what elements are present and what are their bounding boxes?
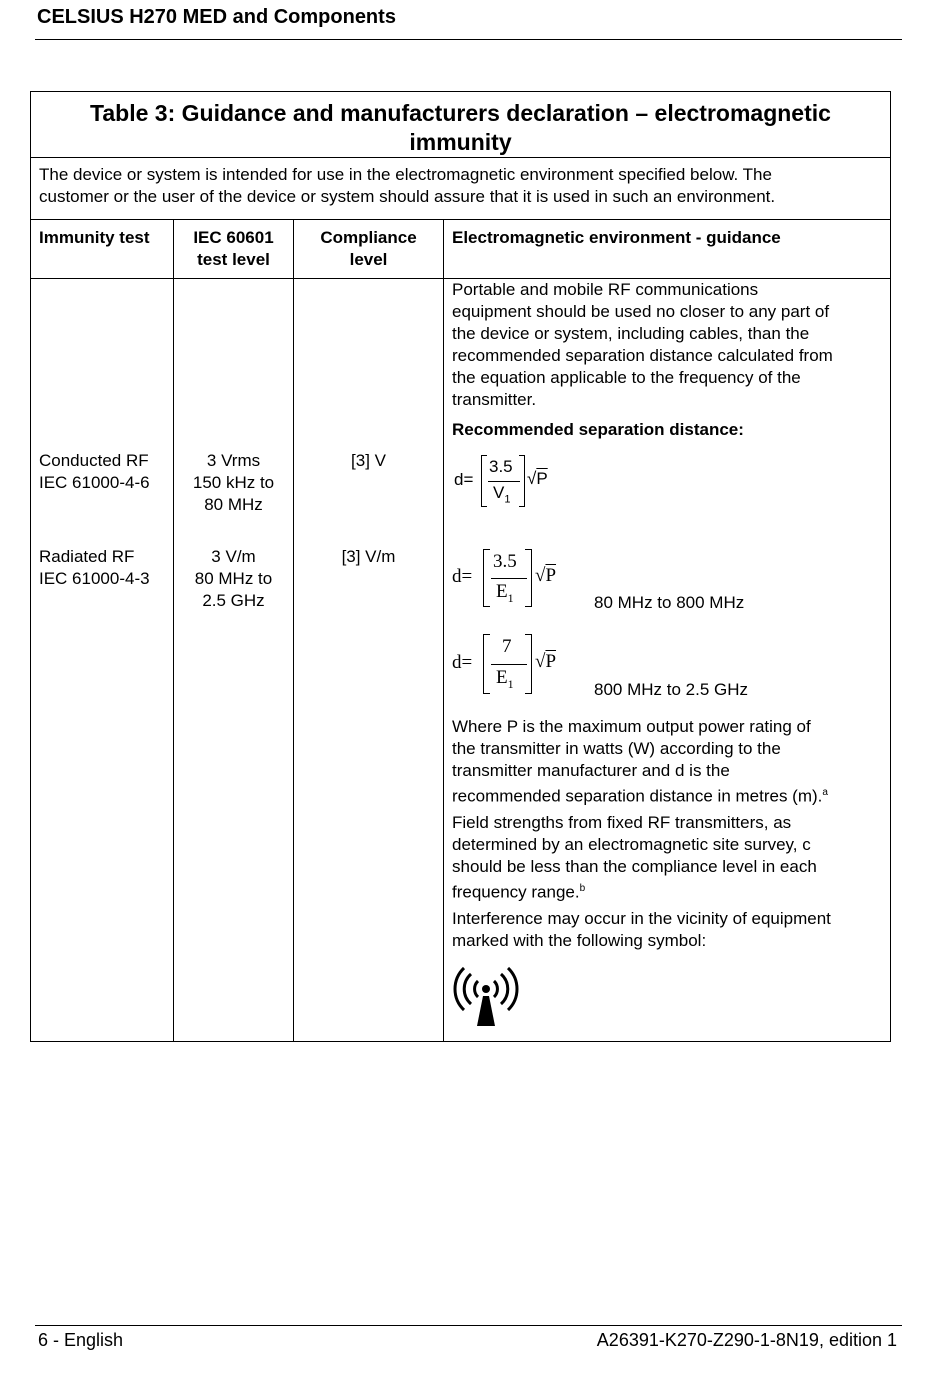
immunity-table (30, 91, 891, 1042)
intro-line1: The device or system is intended for use in the electromagnetic environment specified below. The (39, 165, 772, 184)
row2-immunity-test (39, 546, 150, 590)
formula3-range: 800 MHz to 2.5 GHz (594, 680, 749, 699)
formula2-root (535, 565, 556, 587)
header-top-divider (31, 219, 890, 220)
guidance-p3-line3: should be less than the compliance level in each (452, 857, 817, 876)
guidance-p2-line4-text: recommended separation distance in metres (m). (452, 786, 823, 806)
col-header-iec-level (174, 227, 293, 271)
recommended-distance-heading: Recommended separation distance: (452, 420, 744, 439)
formula3-root (535, 651, 556, 673)
row1-level-line3: 80 MHz (204, 495, 263, 514)
column-divider-1 (173, 219, 174, 1041)
col-header-iec-line2: test level (197, 250, 270, 269)
row1-compliance: [3] V (351, 451, 386, 470)
formula3-den-sub: 1 (507, 676, 514, 691)
formula3-left-bracket (483, 634, 490, 694)
row1-level-line1: 3 Vrms (206, 451, 261, 470)
formula1-lhs: d= (454, 470, 474, 489)
guidance-p2-line2: the transmitter in watts (W) according to the (452, 739, 781, 758)
formula2-den-sub: 1 (507, 590, 514, 605)
guidance-p1-line4: recommended separation distance calculated from (452, 346, 833, 365)
row2-level-line1: 3 V/m (211, 547, 256, 566)
table-title-line2: immunity (409, 129, 512, 155)
guidance-p3-line4 (452, 878, 890, 904)
row1-immunity-test (39, 450, 150, 494)
document-id: A26391-K270-Z290-1-8N19, edition 1 (596, 1330, 897, 1350)
row1-test-line2: IEC 61000-4-6 (39, 473, 150, 492)
page-number: 6 - English (38, 1330, 124, 1350)
formula3-den-var: E (496, 667, 508, 688)
formula1-numerator: 3.5 (489, 457, 513, 476)
header-rule (35, 39, 902, 40)
formula3-root-sign: √ (535, 651, 546, 672)
col-header-iec-line1: IEC 60601 (193, 228, 274, 247)
page-header: CELSIUS H270 MED and Components (37, 6, 396, 28)
guidance-paragraph-2 (452, 716, 890, 808)
row1-test-line1: Conducted RF (39, 451, 149, 470)
guidance-p3-line4-text: frequency range. (452, 882, 580, 902)
guidance-paragraph-1 (452, 279, 890, 411)
guidance-p1-line6: transmitter. (452, 390, 537, 409)
formula1-root (527, 468, 548, 490)
formula2-var: P (545, 565, 557, 586)
guidance-p1-line1: Portable and mobile RF communications (452, 280, 759, 299)
guidance-paragraph-3 (452, 812, 890, 904)
table-title-line1: Table 3: Guidance and manufacturers declaration – electromagnetic (90, 100, 831, 126)
row2-test-level (174, 546, 293, 612)
formula2-numerator: 3.5 (493, 551, 517, 572)
row1-test-level (174, 450, 293, 516)
intro-line2: customer or the user of the device or system should assure that it is used in such an environment. (39, 187, 776, 206)
formula2-range: 80 MHz to 800 MHz (594, 593, 745, 612)
formula2-lhs: d= (452, 566, 473, 587)
guidance-p4-line1: Interference may occur in the vicinity of equipment (452, 909, 831, 928)
guidance-paragraph-4 (452, 908, 890, 952)
row2-level-line3: 2.5 GHz (202, 591, 265, 610)
table-intro (39, 164, 884, 208)
formula3-right-bracket (525, 634, 532, 694)
formula2-right-bracket (525, 549, 532, 607)
guidance-p1-line3: the device or system, including cables, than the (452, 324, 810, 343)
guidance-p3-line1: Field strengths from fixed RF transmitters, as (452, 813, 792, 832)
table-title (31, 92, 890, 158)
formula3-var: P (545, 651, 557, 672)
guidance-p4-line2: marked with the following symbol: (452, 931, 707, 950)
formula2-root-sign: √ (535, 565, 546, 586)
col-header-guidance: Electromagnetic environment - guidance (452, 228, 781, 247)
guidance-p3-line2: determined by an electromagnetic site survey, c (452, 835, 811, 854)
formula1-left-bracket (481, 455, 487, 507)
column-divider-2 (293, 219, 294, 1041)
formula1-den-var: V (493, 483, 505, 502)
col-header-immunity-test: Immunity test (39, 228, 150, 247)
formula3-numerator: 7 (502, 636, 512, 657)
footnote-a-marker: a (822, 787, 828, 798)
guidance-p1-line2: equipment should be used no closer to any part of (452, 302, 830, 321)
row2-compliance: [3] V/m (341, 547, 396, 566)
formula1-var: P (536, 469, 548, 488)
row2-level-line2: 80 MHz to (194, 569, 273, 588)
col-header-compliance-line2: level (349, 250, 388, 269)
formula2-fraction-bar (491, 578, 527, 579)
guidance-p2-line3: transmitter manufacturer and d is the (452, 761, 730, 780)
row2-test-line1: Radiated RF (39, 547, 135, 566)
footer-rule (35, 1325, 902, 1326)
row1-level-line2: 150 kHz to (192, 473, 275, 492)
formula3-denominator (496, 667, 514, 695)
guidance-p2-line1: Where P is the maximum output power rating of (452, 717, 811, 736)
formula3-lhs: d= (452, 652, 473, 673)
col-header-compliance-line1: Compliance (320, 228, 417, 247)
col-header-compliance (294, 227, 443, 271)
formula3-fraction-bar (491, 664, 527, 665)
non-ionizing-radiation-icon (452, 964, 522, 1028)
formula1-right-bracket (519, 455, 525, 507)
formula1-den-sub: 1 (504, 493, 511, 506)
guidance-p2-line4 (452, 782, 890, 808)
column-divider-3 (443, 219, 444, 1041)
formula2-den-var: E (496, 581, 508, 602)
formula1-root-sign: √ (527, 469, 537, 488)
formula2-left-bracket (483, 549, 490, 607)
guidance-p1-line5: the equation applicable to the frequency of the (452, 368, 801, 387)
formula2-denominator (496, 581, 514, 609)
formula1-denominator (493, 482, 510, 510)
row2-test-line2: IEC 61000-4-3 (39, 569, 150, 588)
footnote-b-marker: b (579, 883, 586, 894)
